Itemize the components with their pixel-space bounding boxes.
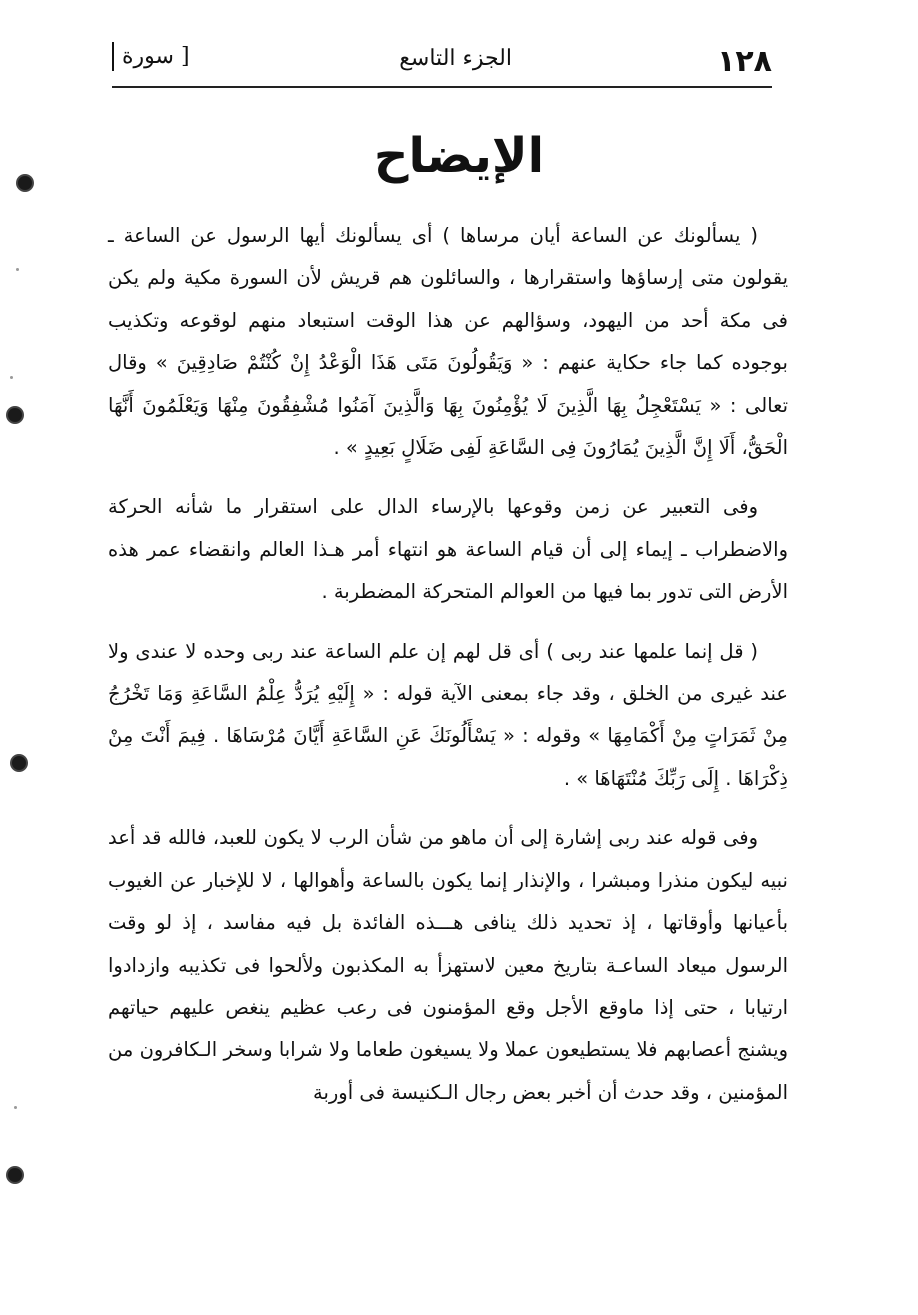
margin-speck [10,376,13,379]
page-header [112,40,772,84]
body-text [108,215,788,1131]
section-title: الإيضاح [373,128,545,184]
margin-speck [16,268,19,271]
paragraph: ( قل إنما علمها عند ربى ) أى قل لهم إن علم الساعة عند ربى وحده لا عندى ولا عند غيرى من الخلق ، وقد جاء بمعنى الآية قوله : « إِلَيْهِ يُرَدُّ عِلْمُ السَّاعَةِ وَمَا تَخْرُجُ مِنْ ثَمَرَاتٍ مِنْ أَكْمَامِهَا » وقوله : « يَسْأَلُونَكَ عَنِ السَّاعَةِ أَيَّانَ مُرْسَاهَا . فِيمَ أَنْتَ مِنْ ذِكْرَاهَا . إِلَى رَبِّكَ مُنْتَهَاهَا » . [108,639,788,790]
surah-label: [ سورة [112,42,200,71]
margin-ink-spot [8,1168,22,1182]
paragraph: وفى قوله عند ربى إشارة إلى أن ماهو من شأن الرب لا يكون للعبد، فالله قد أعد نبيه ليكون منذرا ومبشرا ، والإنذار إنما يكون بالساعة وأهوالها ، لا للإخبار عن الغيوب بأعيانها وأوقاتها ، إذ تحديد ذلك ينافى هـــذه الفائدة بل فيه مفاسد ، إذ لو وقت الرسول ميعاد الساعـة بتاريخ معين لاستهزأ به المكذبون ولألحوا فى تكذيبه وازدادوا ارتيابا ، حتى إذا ماوقع الأجل وقع المؤمنون فى رعب عظيم ينغص عليهم حياتهم ويشنج أعصابهم فلا يستطيعون عملا ولا يسيغون طعاما ولا شرابا وسخر الـكافرون من المؤمنين ، وقد حدث أن أخبر بعض رجال الـكنيسة فى أوربة [108,826,788,1104]
margin-ink-spot [8,408,22,422]
header-rule [112,86,772,88]
page-number: ١٢٨ [717,44,772,79]
margin-ink-spot [18,176,32,190]
paragraph: ( يسألونك عن الساعة أيان مرساها ) أى يسألونك أيها الرسول عن الساعة ـ يقولون متى إرساؤها واستقرارها ، والسائلون هم قريش لأن السورة مكية ولم يكن فى مكة أحد من اليهود، وسؤالهم عن هذا الوقت استبعاد منهم لوقوعه وتكذيب بوجوده كما جاء حكاية عنهم : « وَيَقُولُونَ مَتَى هَذَا الْوَعْدُ إِنْ كُنْتُمْ صَادِقِينَ » وقال تعالى : « يَسْتَعْجِلُ بِهَا الَّذِينَ لَا يُؤْمِنُونَ بِهَا وَالَّذِينَ آمَنُوا مُشْفِقُونَ مِنْهَا وَيَعْلَمُونَ أَنَّهَا الْحَقُّ، أَلَا إِنَّ الَّذِينَ يُمَارُونَ فِى السَّاعَةِ لَفِى ضَلَالٍ بَعِيدٍ » . [108,224,788,460]
margin-speck [14,1106,17,1109]
running-title: الجزء التاسع [399,46,512,71]
margin-ink-spot [12,756,26,770]
paragraph: وفى التعبير عن زمن وقوعها بالإرساء الدال على استقرار ما شأنه الحركة والاضطراب ـ إيماء إلى أن قيام الساعة هو انتهاء أمر هـذا العالم وانقضاء عمر هذه الأرض التى تدور بما فيها من العوالم المتحركة المضطربة . [108,495,788,604]
